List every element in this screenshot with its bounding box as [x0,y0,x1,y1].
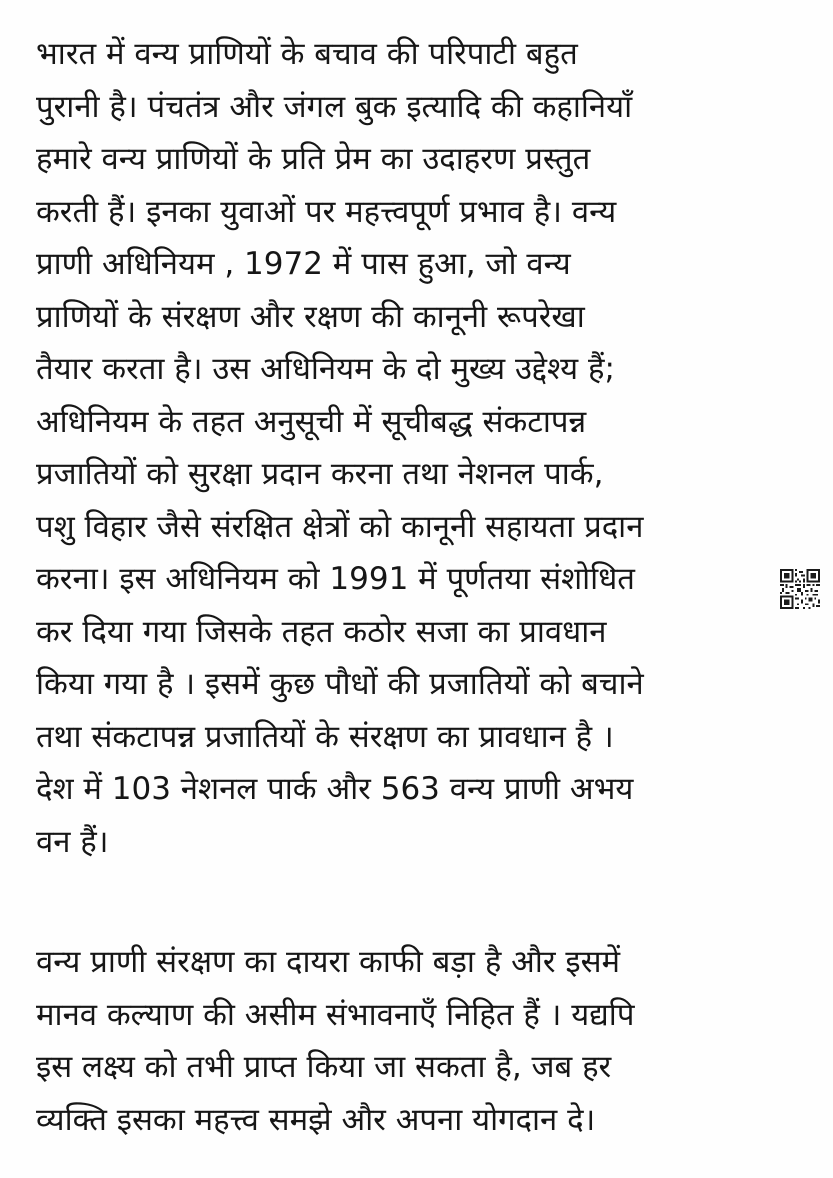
text-line: इस लक्ष्य को तभी प्राप्त किया जा सकता है, जब हर [36,1049,612,1085]
text-line: प्राणी अधिनियम , 1972 में पास हुआ, जो वन्य [36,246,571,282]
text-line: तथा संकटापन्न प्रजातियों के संरक्षण का प्रावधान है । [36,718,614,755]
text-line: हमारे वन्य प्राणियों के प्रति प्रेम का उदाहरण प्रस्तुत [36,141,591,177]
text-line: प्रजातियों को सुरक्षा प्रदान करना तथा नेशनल पार्क, [36,456,604,492]
text-line: कर दिया गया जिसके तहत कठोर सजा का प्रावधान [36,613,607,650]
text-line: करती हैं। इनका युवाओं पर महत्त्वपूर्ण प्रभाव है। वन्य [36,193,617,230]
text-line: वन्य प्राणी संरक्षण का दायरा काफी बड़ा है और इसमें [36,944,621,980]
text-line: किया गया है । इसमें कुछ पौधों की प्रजातियों को बचाने [36,666,644,702]
paragraph-2 [36,936,806,1146]
text-line: भारत में वन्य प्राणियों के बचाव की परिपाटी बहुत [36,36,578,72]
text-line: व्यक्ति इसका महत्त्व समझे और अपना योगदान दे। [36,1101,596,1138]
text-line: वन हैं। [36,823,109,860]
text-line: तैयार करता है। उस अधिनियम के दो मुख्य उद्देश्य हैं; [36,351,615,387]
text-line: मानव कल्याण की असीम संभावनाएँ निहित हैं । यद्यपि [36,996,635,1033]
text-line: अधिनियम के तहत अनुसूची में सूचीबद्ध संकटापन्न [36,403,587,440]
text-line: करना। इस अधिनियम को 1991 में पूर्णतया संशोधित [36,561,635,597]
text-line: पुरानी है। पंचतंत्र और जंगल बुक इत्यादि की कहानियाँ [36,88,633,125]
paragraph-1 [36,28,806,868]
text-line: पशु विहार जैसे संरक्षित क्षेत्रों को कानूनी सहायता प्रदान [36,508,644,545]
qr-code-icon [780,569,820,609]
text-line: देश में 103 नेशनल पार्क और 563 वन्य प्राणी अभय [36,771,634,807]
text-line: प्राणियों के संरक्षण और रक्षण की कानूनी रूपरेखा [36,298,585,335]
